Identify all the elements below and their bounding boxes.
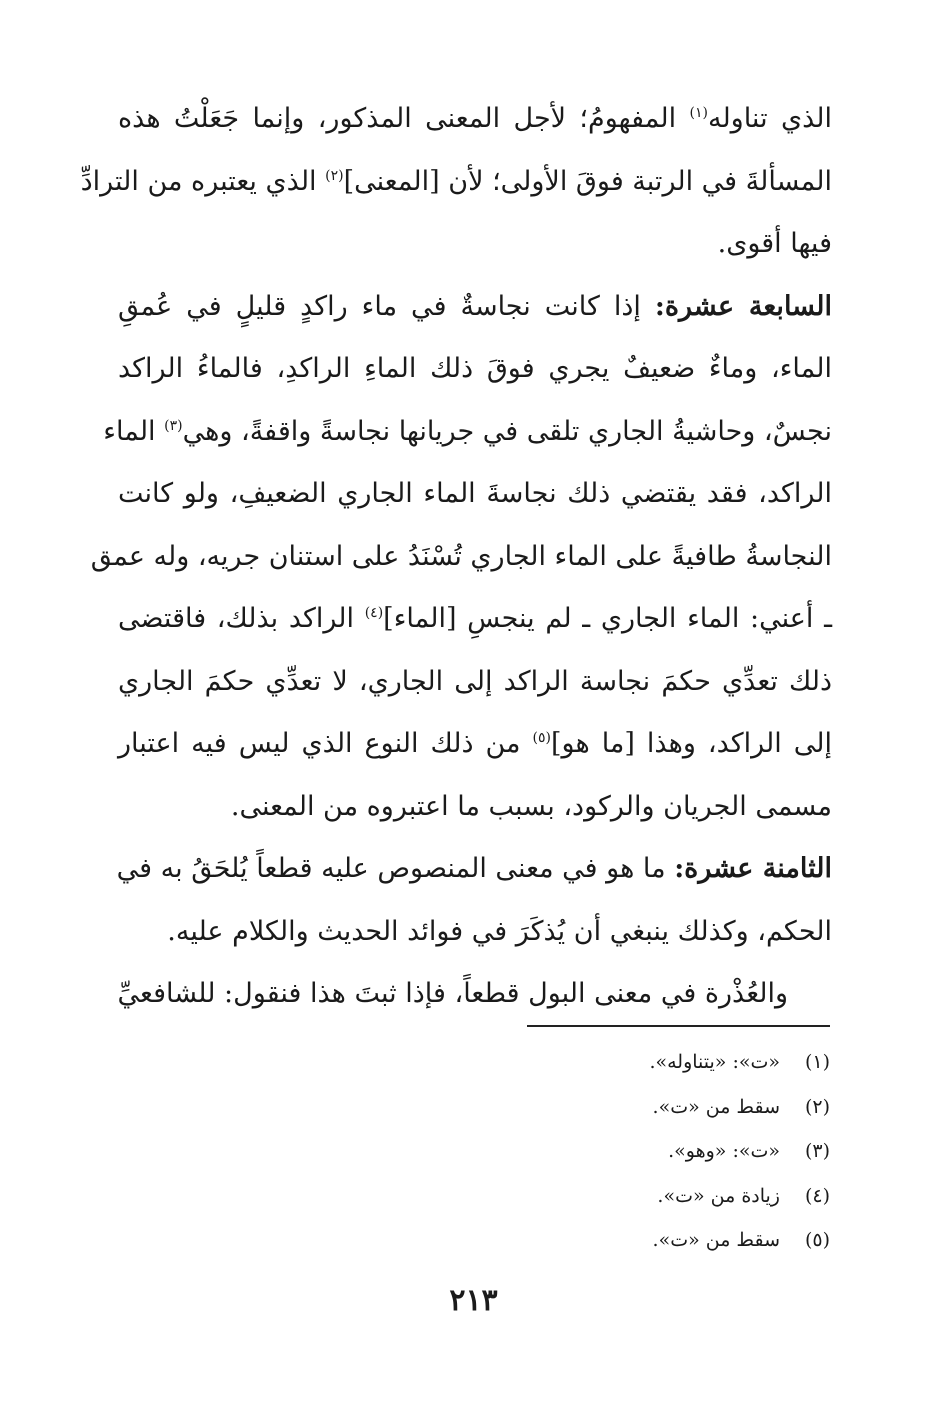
text-segment: والعُذْرة في معنى البول قطعاً، فإذا ثبتَ هذا فنقول: للشافعيِّ (117, 978, 788, 1009)
text-segment: فيها أقوى. (717, 228, 832, 259)
text-segment: إذا كانت نجاسةٌ في ماء راكدٍ قليلٍ في عُمقِ (118, 290, 655, 322)
paragraph (80, 88, 832, 276)
footnote-item (300, 1040, 830, 1085)
text-segment: النجاسةُ طافيةً على الماء الجاري تُسْنَدُ على استنان جريه، وله عمق (90, 540, 832, 572)
text-segment: الذي يعتبره من الترادِّ (80, 165, 326, 197)
footnote-item (300, 1174, 830, 1219)
page-number: ٢١٣ (449, 1283, 498, 1318)
footnote-number: (٥) (804, 1229, 830, 1251)
footnote-number: (٢) (804, 1095, 830, 1118)
text-line (118, 588, 832, 651)
footnote-number: (٤) (804, 1184, 830, 1207)
text-line (118, 651, 832, 714)
text-line (118, 713, 832, 776)
footnote-text: زيادة من «ت». (657, 1184, 780, 1207)
footnote-marker: (٤) (364, 605, 384, 621)
footnotes-list (300, 1040, 830, 1263)
text-segment: المفهومُ؛ لأجل المعنى المذكور، وإنما جَعَلْتُ هذه (118, 103, 690, 134)
footnote-marker: (٢) (325, 167, 344, 184)
text-segment: الراكد، فقد يقتضي ذلك نجاسةَ الماء الجاري الضعيفِ، ولو كانت (118, 478, 832, 509)
text-segment: ما هو في معنى المنصوص عليه قطعاً يُلحَقُ به في (116, 853, 675, 884)
footnote-separator (527, 1025, 830, 1027)
footnote-marker: (١) (689, 105, 708, 121)
footnote-text: سقط من «ت». (652, 1229, 780, 1251)
text-line (118, 901, 832, 964)
footnote-marker: (٥) (532, 730, 551, 746)
text-segment: من ذلك النوع الذي ليس فيه اعتبار (118, 728, 533, 759)
text-line (118, 463, 832, 526)
text-segment: ـ أعني: الماء الجاري ـ لم ينجسِ [الماء] (383, 603, 833, 634)
text-segment: مسمى الجريان والركود، بسبب ما اعتبروه من المعنى. (230, 790, 832, 822)
paragraph (118, 838, 832, 963)
text-line (118, 276, 832, 339)
text-segment: الحكم، وكذلك ينبغي أن يُذكَرَ في فوائد الحديث والكلام عليه. (167, 915, 832, 947)
text-line (118, 338, 832, 401)
text-line (80, 151, 832, 214)
text-line (118, 88, 832, 151)
text-segment: ذلك تعدِّي حكمَ نجاسة الراكد إلى الجاري، لا تعدِّي حكمَ الجاري (118, 665, 832, 697)
paragraph (90, 276, 833, 839)
text-segment: المسألةَ في الرتبة فوقَ الأولى؛ لأن [المعنى] (343, 165, 832, 197)
footnote-number: (١) (804, 1051, 830, 1073)
text-segment: الراكد بذلك، فاقتضى (118, 603, 365, 634)
footnote-item (300, 1218, 830, 1263)
text-segment: الذي تناوله (707, 103, 832, 134)
footnote-text: «ت»: «وهو». (668, 1140, 780, 1162)
text-segment: الماء (103, 415, 165, 447)
footnote-number: (٣) (804, 1140, 830, 1162)
text-line (118, 838, 832, 901)
text-segment: نجسٌ، وحاشيةُ الجاري تلقى في جريانها نجاسةً واقفةً، وهي (182, 415, 832, 447)
footnote-text: «ت»: «يتناوله». (649, 1051, 780, 1073)
text-line (103, 401, 832, 464)
footnote-marker: (٣) (164, 417, 183, 434)
footnote-item (300, 1129, 830, 1174)
section-heading: الثامنة عشرة: (674, 853, 832, 884)
text-line (118, 776, 832, 839)
footnote-item (300, 1085, 830, 1130)
section-heading: السابعة عشرة: (654, 290, 832, 322)
text-line (90, 526, 832, 589)
text-segment: إلى الراكد، وهذا [ما هو] (550, 728, 832, 759)
footnote-text: سقط من «ت». (652, 1095, 780, 1118)
main-text-block (80, 88, 833, 1026)
paragraph (118, 963, 832, 1026)
text-line (118, 963, 832, 1026)
text-line (118, 213, 832, 276)
text-segment: الماء، وماءٌ ضعيفٌ يجري فوقَ ذلك الماءِ الراكدِ، فالماءُ الراكد (118, 353, 832, 384)
